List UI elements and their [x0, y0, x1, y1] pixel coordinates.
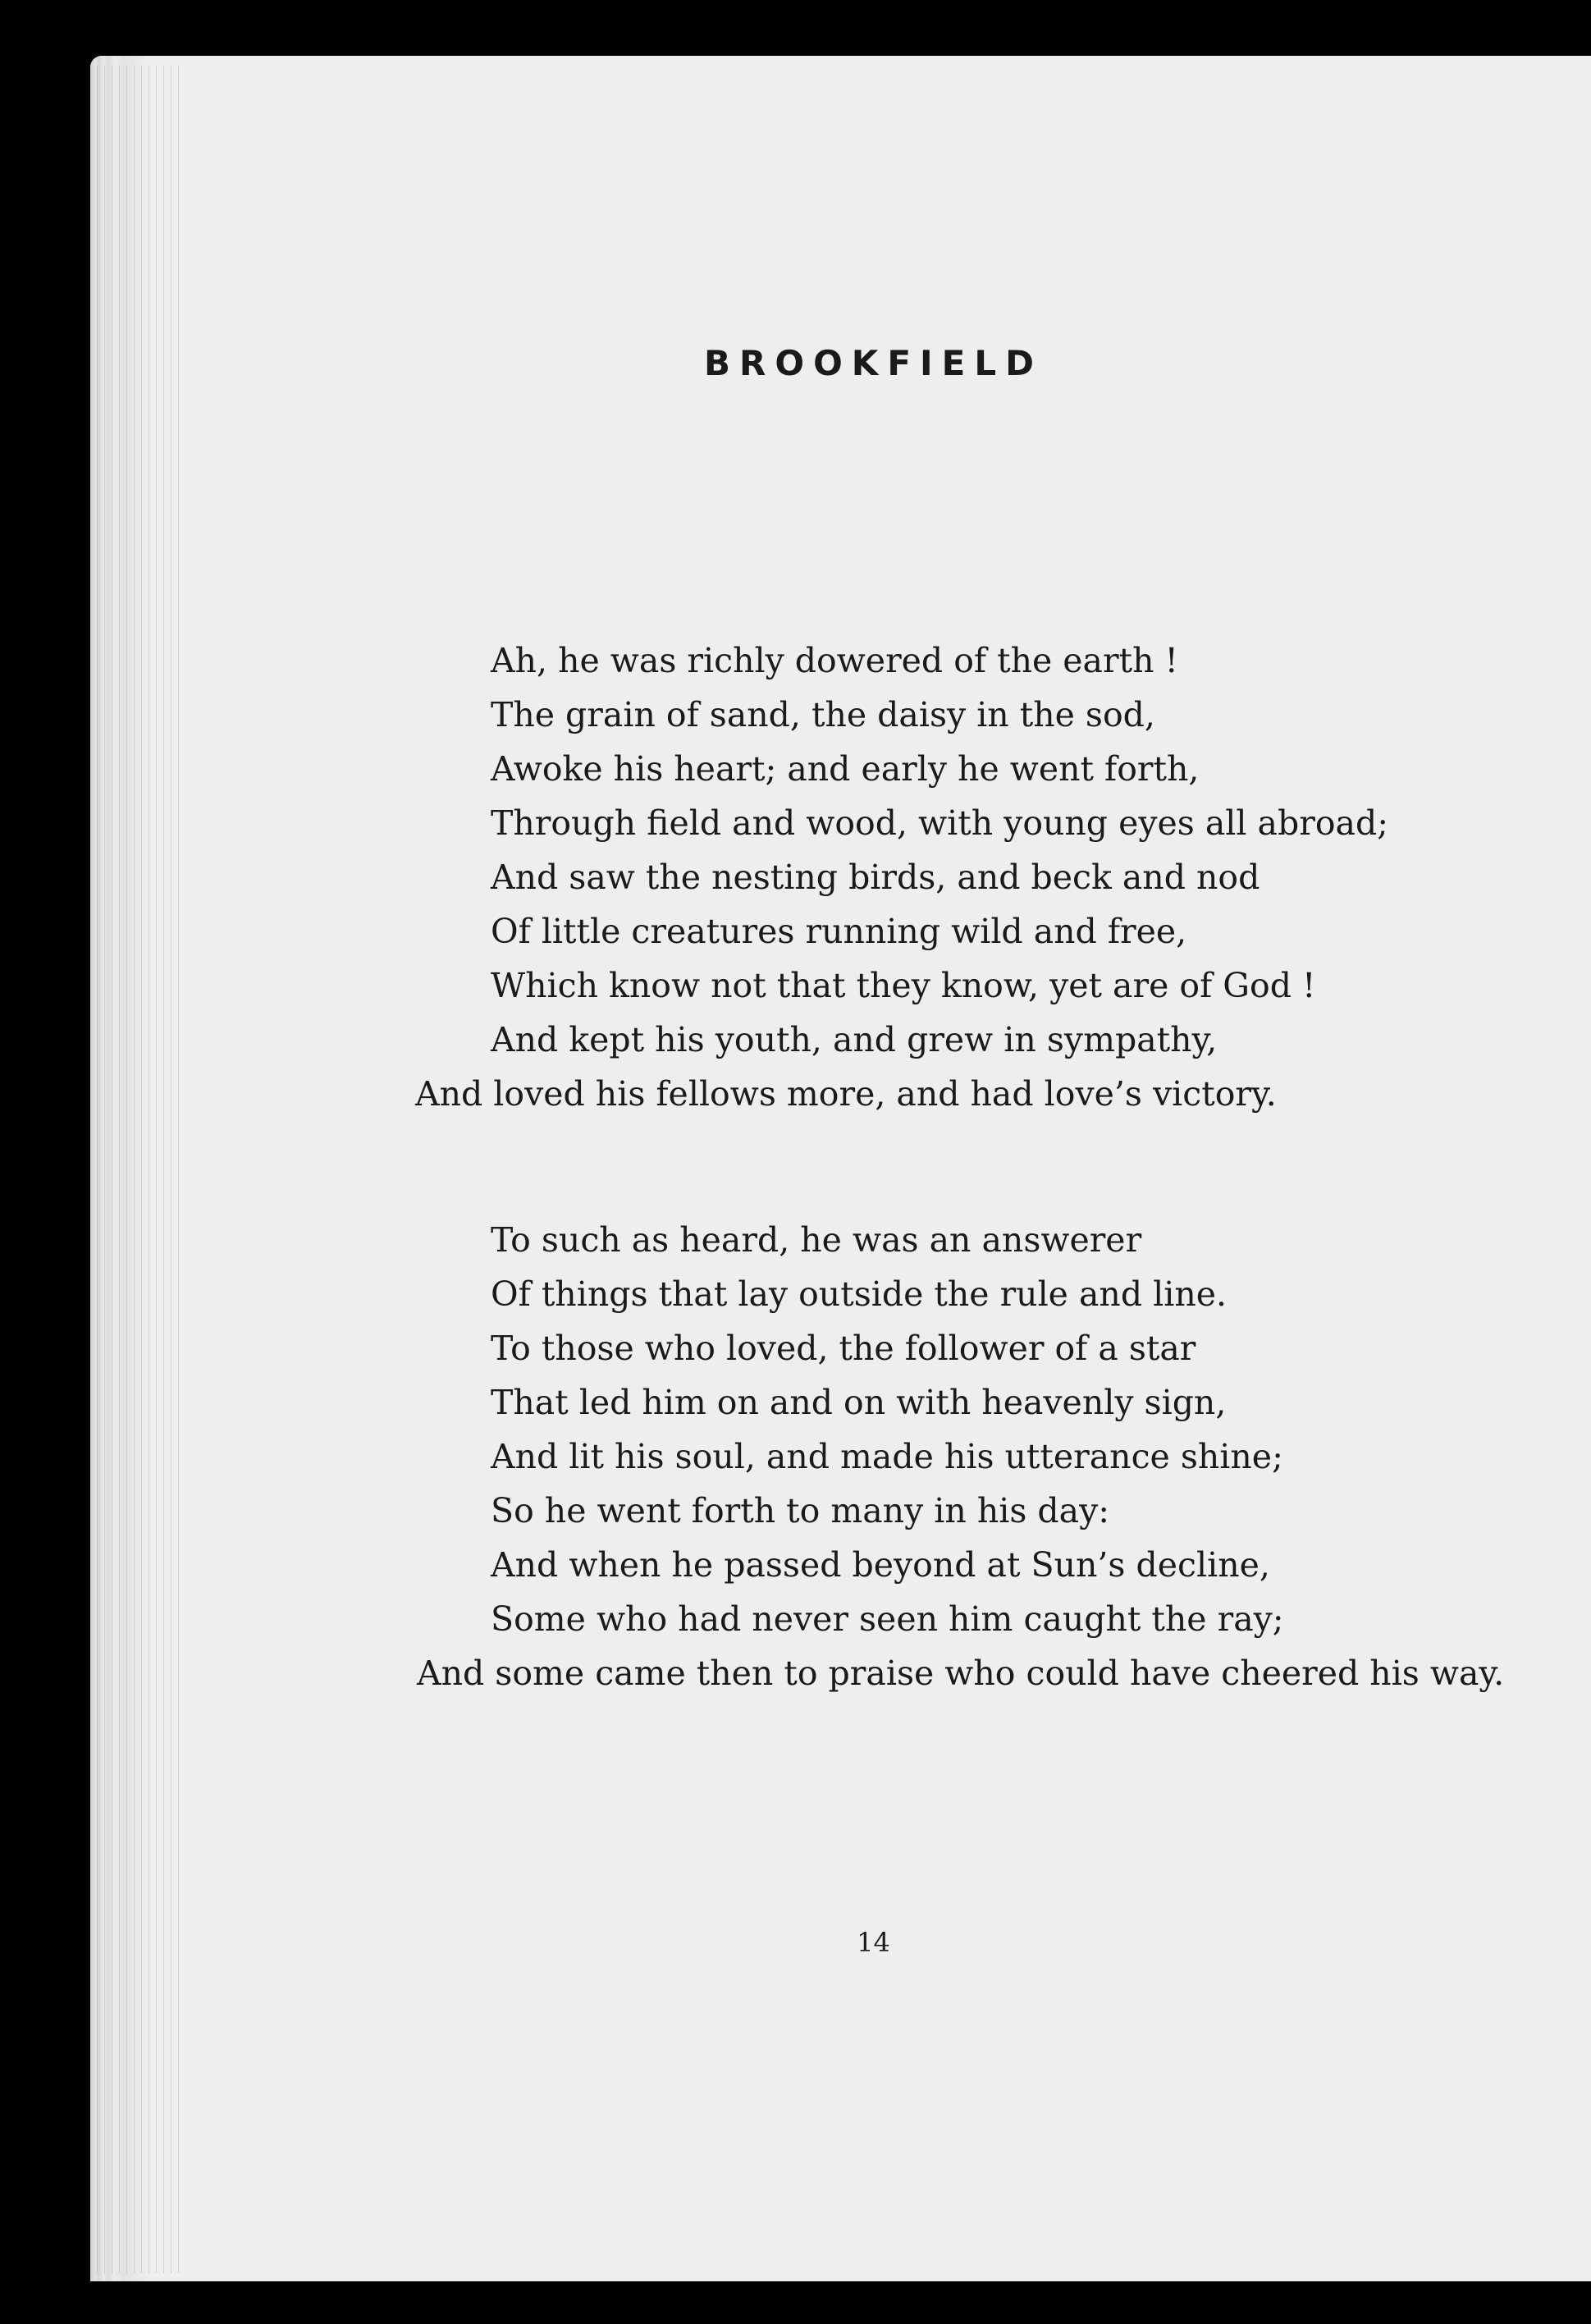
poem-line: And when he passed beyond at Sun’s decline,: [491, 1545, 1270, 1585]
poem-line: And some came then to praise who could have cheered his way.: [417, 1654, 1505, 1693]
poem-line: Some who had never seen him caught the ray;: [491, 1599, 1284, 1639]
poem-line: And kept his youth, and grew in sympathy,: [491, 1020, 1218, 1059]
poem-line: To those who loved, the follower of a star: [491, 1329, 1196, 1368]
poem-line: Through field and wood, with young eyes all abroad;: [491, 803, 1389, 843]
page-number: 14: [857, 1927, 890, 1958]
poem-line: That led him on and on with heavenly sign,: [491, 1383, 1227, 1422]
poem-line: Of little creatures running wild and free,: [491, 912, 1187, 951]
poem-line: And loved his fellows more, and had love’s victory.: [415, 1074, 1277, 1114]
poem-line: And saw the nesting birds, and beck and nod: [491, 858, 1260, 897]
poem-line: To such as heard, he was an answerer: [491, 1220, 1142, 1260]
poem-line: Awoke his heart; and early he went forth,: [491, 749, 1200, 789]
poem-title: BROOKFIELD: [704, 343, 1043, 383]
poem-line: Ah, he was richly dowered of the earth !: [491, 641, 1178, 680]
poem-line: So he went forth to many in his day:: [491, 1491, 1110, 1530]
poem-line: Which know not that they know, yet are of God !: [491, 966, 1316, 1005]
poem-line: Of things that lay outside the rule and line.: [491, 1274, 1228, 1314]
poem-line: And lit his soul, and made his utterance shine;: [491, 1437, 1283, 1476]
poem-line: The grain of sand, the daisy in the sod,: [491, 695, 1155, 734]
